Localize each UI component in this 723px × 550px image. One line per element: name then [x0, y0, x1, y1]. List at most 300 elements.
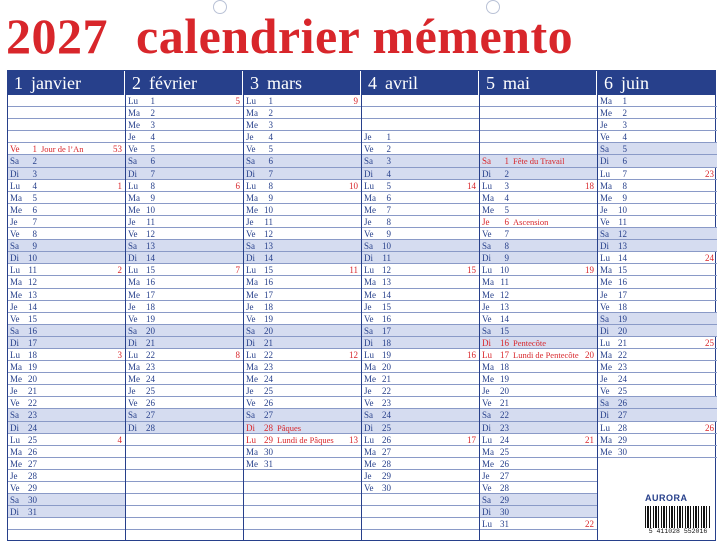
weekday: Ve — [482, 229, 492, 240]
day-row — [362, 385, 479, 397]
weekday: Sa — [10, 495, 19, 506]
week-number: 5 — [235, 96, 240, 106]
day-row — [598, 107, 717, 119]
day-row — [480, 470, 597, 482]
day-number: 16 — [500, 337, 509, 348]
barcode-number: 5 411028 552016 — [648, 528, 708, 535]
day-row — [598, 264, 717, 276]
day-number: 16 — [618, 277, 627, 288]
day-number: 19 — [264, 313, 273, 324]
day-row — [480, 337, 597, 349]
day-row — [362, 434, 479, 446]
day-row — [244, 95, 361, 107]
day-number: 5 — [504, 204, 509, 215]
day-row — [480, 168, 597, 180]
day-number: 22 — [146, 349, 155, 360]
weekday: Lu — [246, 265, 256, 276]
day-row — [598, 119, 717, 131]
week-number: 23 — [705, 168, 714, 179]
day-row — [362, 204, 479, 216]
day-row — [598, 373, 717, 385]
day-number: 8 — [32, 229, 37, 240]
weekday: Di — [246, 253, 255, 264]
day-row — [126, 192, 243, 204]
month-column — [244, 71, 362, 540]
day-number: 2 — [268, 108, 273, 119]
day-number: 14 — [500, 313, 509, 324]
weekday: Ve — [246, 313, 256, 324]
day-number: 27 — [264, 410, 273, 421]
day-row — [362, 422, 479, 434]
day-number: 4 — [32, 180, 37, 191]
day-number: 9 — [150, 192, 155, 203]
day-number: 24 — [28, 422, 37, 433]
day-number: 7 — [386, 204, 391, 215]
weekday: Sa — [10, 325, 19, 336]
day-row — [480, 276, 597, 288]
weekday: Sa — [364, 325, 373, 336]
week-number: 20 — [585, 349, 594, 360]
day-number: 17 — [146, 289, 155, 300]
day-row — [598, 95, 717, 107]
day-number: 7 — [268, 168, 273, 179]
day-row — [598, 313, 717, 325]
day-row — [8, 192, 125, 204]
day-row — [126, 107, 243, 119]
day-row — [126, 446, 243, 458]
weekday: Me — [482, 204, 494, 215]
page-title — [6, 6, 706, 66]
day-row — [8, 264, 125, 276]
day-row — [126, 276, 243, 288]
day-number: 22 — [382, 386, 391, 397]
day-row — [362, 325, 479, 337]
day-number: 30 — [28, 495, 37, 506]
day-row — [126, 252, 243, 264]
month-header — [362, 71, 479, 95]
day-row — [480, 446, 597, 458]
day-number: 20 — [382, 362, 391, 373]
day-row — [362, 119, 479, 131]
day-row — [8, 107, 125, 119]
day-number: 25 — [382, 422, 391, 433]
day-row — [244, 252, 361, 264]
weekday: Me — [128, 204, 140, 215]
day-number: 28 — [264, 422, 273, 433]
weekday: Ma — [246, 362, 258, 373]
weekday: Ma — [600, 96, 612, 106]
weekday: Ma — [246, 446, 258, 457]
day-row — [480, 119, 597, 131]
day-row — [8, 422, 125, 434]
weekday: Lu — [364, 265, 374, 276]
day-number: 21 — [28, 386, 37, 397]
day-number: 19 — [146, 313, 155, 324]
weekday: Lu — [600, 253, 610, 264]
month-column — [362, 71, 480, 540]
weekday: Me — [10, 458, 22, 469]
day-number: 28 — [500, 483, 509, 493]
week-number: 9 — [353, 96, 358, 106]
day-number: 16 — [28, 325, 37, 336]
weekday: Sa — [10, 156, 19, 167]
day-row — [8, 397, 125, 409]
weekday: Di — [128, 337, 137, 348]
day-number: 21 — [146, 337, 155, 348]
day-row — [244, 228, 361, 240]
weekday: Sa — [128, 325, 137, 336]
day-row — [598, 337, 717, 349]
weekday: Di — [364, 253, 373, 264]
day-number: 20 — [618, 325, 627, 336]
day-row — [244, 409, 361, 421]
weekday: Ve — [246, 144, 256, 155]
weekday: Ve — [246, 398, 256, 409]
weekday: Me — [482, 289, 494, 300]
week-number: 25 — [705, 337, 714, 348]
day-number: 10 — [618, 204, 627, 215]
day-row — [126, 228, 243, 240]
day-number: 29 — [500, 495, 509, 506]
day-number: 25 — [28, 434, 37, 445]
weekday: Di — [600, 241, 609, 252]
day-number: 12 — [382, 265, 391, 276]
day-row — [126, 494, 243, 506]
weekday: Di — [482, 168, 491, 179]
weekday: Je — [10, 301, 18, 312]
weekday: Lu — [482, 180, 492, 191]
weekday: Ma — [482, 446, 494, 457]
day-number: 6 — [150, 156, 155, 167]
weekday: Je — [128, 301, 136, 312]
day-row — [126, 349, 243, 361]
weekday: Me — [246, 120, 258, 131]
month-header — [126, 71, 243, 95]
weekday: Sa — [128, 410, 137, 421]
weekday: Lu — [482, 434, 492, 445]
weekday: Di — [600, 156, 609, 167]
month-number: 5 — [486, 73, 495, 93]
weekday: Ve — [364, 483, 374, 493]
week-number: 3 — [117, 349, 122, 360]
day-number: 23 — [264, 362, 273, 373]
weekday: Di — [246, 337, 255, 348]
day-row — [8, 434, 125, 446]
day-number: 25 — [264, 386, 273, 397]
day-row — [8, 337, 125, 349]
weekday: Di — [482, 422, 491, 433]
day-row — [244, 107, 361, 119]
day-number: 1 — [150, 96, 155, 106]
day-row — [598, 446, 717, 458]
day-row — [126, 385, 243, 397]
day-number: 26 — [264, 398, 273, 409]
weekday: Sa — [482, 241, 491, 252]
day-number: 29 — [264, 434, 273, 445]
weekday: Je — [128, 132, 136, 143]
day-number: 2 — [504, 168, 509, 179]
month-header — [244, 71, 361, 95]
day-number: 3 — [150, 120, 155, 131]
day-row — [8, 458, 125, 470]
weekday: Je — [246, 132, 254, 143]
day-number: 26 — [28, 446, 37, 457]
day-row — [126, 119, 243, 131]
day-row — [362, 228, 479, 240]
weekday: Ve — [10, 483, 20, 493]
day-row — [126, 216, 243, 228]
day-number: 18 — [382, 337, 391, 348]
day-row — [126, 422, 243, 434]
weekday: Di — [10, 507, 19, 518]
weekday: Me — [10, 289, 22, 300]
day-row — [126, 397, 243, 409]
weekday: Sa — [600, 229, 609, 240]
month-column — [8, 71, 126, 540]
day-number: 31 — [500, 519, 509, 530]
day-row — [8, 409, 125, 421]
day-row — [244, 180, 361, 192]
day-row — [480, 107, 597, 119]
day-row — [244, 301, 361, 313]
day-number: 4 — [386, 168, 391, 179]
day-row — [126, 506, 243, 518]
day-number: 14 — [264, 253, 273, 264]
day-number: 30 — [618, 446, 627, 457]
day-number: 3 — [268, 120, 273, 131]
weekday: Ve — [482, 398, 492, 409]
day-row — [362, 470, 479, 482]
weekday: Je — [246, 301, 254, 312]
day-number: 25 — [618, 386, 627, 397]
day-row — [362, 168, 479, 180]
day-number: 17 — [382, 325, 391, 336]
day-number: 21 — [500, 398, 509, 409]
day-number: 20 — [500, 386, 509, 397]
weekday: Me — [246, 204, 258, 215]
day-number: 1 — [268, 96, 273, 106]
day-row — [480, 361, 597, 373]
day-number: 31 — [264, 458, 273, 469]
weekday: Di — [10, 337, 19, 348]
day-number: 11 — [618, 216, 627, 227]
day-number: 19 — [28, 362, 37, 373]
day-row — [598, 180, 717, 192]
day-row — [480, 434, 597, 446]
weekday: Ma — [246, 277, 258, 288]
weekday: Lu — [128, 265, 138, 276]
day-number: 19 — [500, 374, 509, 385]
day-number: 1 — [622, 96, 627, 106]
weekday: Ve — [364, 398, 374, 409]
weekday: Lu — [482, 349, 492, 360]
barcode — [645, 506, 711, 536]
day-number: 18 — [264, 301, 273, 312]
week-number: 17 — [467, 434, 476, 445]
weekday: Di — [128, 168, 137, 179]
day-number: 22 — [264, 349, 273, 360]
weekday: Di — [246, 422, 255, 433]
day-number: 16 — [264, 277, 273, 288]
day-row — [8, 168, 125, 180]
day-number: 1 — [386, 132, 391, 143]
weekday: Je — [364, 301, 372, 312]
day-number: 18 — [500, 362, 509, 373]
weekday: Me — [246, 374, 258, 385]
day-number: 22 — [500, 410, 509, 421]
day-row — [126, 373, 243, 385]
weekday: Ma — [128, 362, 140, 373]
month-column — [480, 71, 598, 540]
weekday: Ve — [10, 313, 20, 324]
day-number: 15 — [500, 325, 509, 336]
week-number: 19 — [585, 265, 594, 276]
weekday: Me — [364, 289, 376, 300]
day-row — [8, 482, 125, 494]
day-row — [126, 313, 243, 325]
weekday: Ma — [246, 108, 258, 119]
day-row — [8, 506, 125, 518]
day-row — [480, 252, 597, 264]
day-number: 18 — [146, 301, 155, 312]
day-row — [8, 95, 125, 107]
day-number: 7 — [504, 229, 509, 240]
weekday: Me — [10, 374, 22, 385]
weekday: Ve — [364, 313, 374, 324]
day-number: 14 — [28, 301, 37, 312]
weekday: Ve — [10, 144, 20, 155]
weekday: Lu — [600, 168, 610, 179]
day-row — [362, 143, 479, 155]
day-row — [8, 119, 125, 131]
day-number: 8 — [504, 241, 509, 252]
weekday: Ma — [10, 192, 22, 203]
day-number: 5 — [150, 144, 155, 155]
weekday: Ve — [482, 483, 492, 493]
weekday: Sa — [364, 156, 373, 167]
weekday: Ve — [482, 313, 492, 324]
weekday: Di — [10, 422, 19, 433]
day-row — [480, 264, 597, 276]
day-number: 13 — [500, 301, 509, 312]
day-number: 8 — [150, 180, 155, 191]
weekday: Je — [10, 386, 18, 397]
day-row — [8, 240, 125, 252]
weekday: Ma — [128, 192, 140, 203]
day-number: 9 — [268, 192, 273, 203]
weekday: Sa — [246, 156, 255, 167]
day-number: 12 — [264, 229, 273, 240]
weekday: Sa — [246, 325, 255, 336]
day-number: 5 — [268, 144, 273, 155]
day-number: 24 — [264, 374, 273, 385]
weekday: Ma — [600, 349, 612, 360]
day-number: 22 — [28, 398, 37, 409]
weekday: Di — [10, 253, 19, 264]
month-name: mai — [503, 73, 530, 93]
day-row — [362, 397, 479, 409]
day-number: 6 — [504, 216, 509, 227]
week-number: 7 — [235, 265, 240, 276]
day-number: 25 — [146, 386, 155, 397]
day-number: 2 — [622, 108, 627, 119]
weekday: Sa — [482, 495, 491, 506]
weekday: Ma — [10, 277, 22, 288]
month-name: janvier — [31, 73, 81, 93]
weekday: Je — [128, 216, 136, 227]
day-row — [244, 361, 361, 373]
weekday: Je — [482, 216, 490, 227]
weekday: Je — [600, 204, 608, 215]
weekday: Di — [482, 507, 491, 518]
day-number: 15 — [382, 301, 391, 312]
day-row — [480, 131, 597, 143]
day-number: 24 — [382, 410, 391, 421]
day-number: 9 — [386, 229, 391, 240]
day-row — [126, 264, 243, 276]
month-header — [8, 71, 125, 95]
day-row — [480, 301, 597, 313]
day-row — [362, 192, 479, 204]
day-row — [480, 95, 597, 107]
day-number: 23 — [382, 398, 391, 409]
week-number: 21 — [585, 434, 594, 445]
day-number: 16 — [382, 313, 391, 324]
day-number: 14 — [146, 253, 155, 264]
day-number: 27 — [618, 410, 627, 421]
day-number: 13 — [264, 241, 273, 252]
day-row — [598, 301, 717, 313]
month-header — [598, 71, 717, 95]
day-number: 13 — [618, 241, 627, 252]
holiday-label: Lundi de Pentecôte — [513, 349, 579, 360]
day-number: 12 — [28, 277, 37, 288]
day-row — [362, 361, 479, 373]
week-number: 15 — [467, 265, 476, 276]
weekday: Di — [482, 253, 491, 264]
weekday: Je — [600, 374, 608, 385]
day-number: 26 — [146, 398, 155, 409]
day-number: 26 — [618, 398, 627, 409]
day-row — [244, 494, 361, 506]
day-row — [244, 204, 361, 216]
weekday: Di — [246, 168, 255, 179]
weekday: Lu — [10, 434, 20, 445]
week-number: 18 — [585, 180, 594, 191]
day-row — [8, 446, 125, 458]
day-number: 5 — [32, 192, 37, 203]
day-row — [362, 506, 479, 518]
weekday: Lu — [246, 349, 256, 360]
day-number: 22 — [618, 349, 627, 360]
holiday-label: Ascension — [513, 216, 549, 227]
day-number: 15 — [618, 265, 627, 276]
day-row — [480, 494, 597, 506]
weekday: Ma — [364, 446, 376, 457]
weekday: Je — [364, 470, 372, 481]
weekday: Ve — [600, 216, 610, 227]
weekday: Di — [128, 422, 137, 433]
day-row — [244, 155, 361, 167]
day-number: 27 — [500, 470, 509, 481]
day-row — [8, 373, 125, 385]
day-row — [126, 458, 243, 470]
day-row — [598, 385, 717, 397]
weekday: Ma — [482, 277, 494, 288]
weekday: Lu — [364, 349, 374, 360]
week-number: 1 — [117, 180, 122, 191]
day-row — [244, 422, 361, 434]
